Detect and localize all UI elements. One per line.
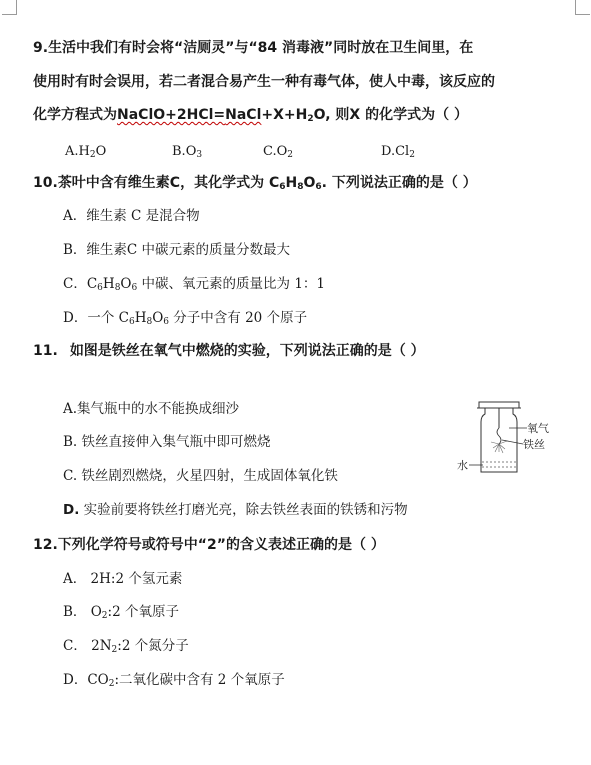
q12-option-d[interactable] [63,671,285,689]
q10-option-d[interactable] [63,309,307,327]
crop-mark-top-right [575,0,590,15]
option-sub: 2 [287,150,294,160]
option-text: C．C [63,276,98,292]
q9-line-2: 使用时有时会误用，若二者混合易产生一种有毒气体，使人中毒，该反应的 [33,74,495,90]
option-tail: O [95,144,107,159]
option-text: D．CO [63,672,109,688]
option-text: 分子中含有 20 个原子 [169,310,308,326]
q12-number: 12. [33,537,58,553]
option-text: :2 个氮分子 [117,638,189,654]
option-text: 中碳、氧元素的质量比为 1：1 [137,276,325,292]
option-text: O [120,276,132,292]
option-sub: 2 [409,150,415,160]
q12-stem [33,536,385,554]
q12-option-c[interactable] [63,637,189,655]
option-sub: 6 [128,317,135,327]
q10-sub: 6 [279,182,286,192]
option-text: H [102,276,115,292]
q9-equation-nacl: NaCl [225,107,262,123]
q11-option-d[interactable] [63,501,408,519]
q11-option-a[interactable]: A.集气瓶中的水不能换成细沙 [63,401,240,417]
option-sub: 6 [131,283,138,293]
q10-stem-c: O [303,175,316,191]
q9-option-b[interactable] [172,144,202,159]
q10-sub: 6 [315,182,322,192]
option-text: 实验前要将铁丝打磨光亮，除去铁丝表面的铁锈和污物 [79,502,408,518]
q11-number: 11. [33,343,58,359]
figure-label-wire: 铁丝 [523,438,545,451]
option-sub: 8 [114,283,121,293]
q9-line-3 [33,106,468,124]
option-sub: 3 [196,150,203,160]
option-text: O [152,310,164,326]
q9-stem-1: 生活中我们有时会将“洁厕灵”与“84 消毒液”同时放在卫生间里，在 [48,40,474,56]
q11-stem [33,342,425,360]
q10-stem-a: 茶叶中含有维生素C，其化学式为 C [57,175,280,191]
q9-line-1 [33,39,473,57]
option-text: O [276,144,288,159]
option-text: B． O [63,604,102,620]
option-label: C. [263,144,277,159]
q10-stem-d: . 下列说法正确的是（ ） [321,175,477,191]
option-sub: 8 [146,317,153,327]
q9-option-a[interactable] [65,144,106,159]
q10-stem-b: H [285,175,298,191]
figure-label-water: 水 [457,459,468,472]
q12-stem-text: 下列化学符号或符号中“2”的含义表述正确的是（ ） [57,537,385,553]
option-text: H [134,310,147,326]
q11-stem-text: 如图是铁丝在氧气中燃烧的实验，下列说法正确的是（ ） [69,343,425,359]
option-text: :二氧化碳中含有 2 个氧原子 [114,672,285,688]
q9-option-d[interactable] [381,144,415,159]
option-sub: 2 [108,679,115,689]
q10-number: 10. [33,175,58,191]
option-label: B. [172,144,186,159]
q9-equation-sub: 2 [307,114,314,124]
q10-option-c[interactable] [63,275,325,293]
option-text: O [185,144,197,159]
option-sub: 6 [97,283,103,293]
q12-option-a[interactable]: A． 2H:2 个氢元素 [63,571,183,587]
option-text: C． 2N [63,638,112,654]
option-text: H [78,144,90,159]
q9-number: 9. [33,40,49,56]
option-label: A. [65,144,79,159]
crop-mark-top-left [2,0,17,15]
iron-wire-combustion-figure [455,392,555,482]
option-sub: 6 [163,317,170,327]
q9-equation-products: +X+H [261,107,308,123]
q10-sub: 8 [297,182,304,192]
q10-stem [33,174,477,192]
q9-stem-3: 化学方程式为 [33,107,117,123]
option-sub: 2 [89,150,96,160]
option-text: Cl [395,144,410,159]
option-label: D. [381,144,396,159]
option-label: D. [63,502,80,518]
option-sub: 2 [111,645,118,655]
q9-option-c[interactable] [263,144,293,159]
q11-option-c[interactable]: C. 铁丝剧烈燃烧，火星四射，生成固体氧化铁 [63,468,338,484]
option-text: D．一个 C [63,310,129,326]
q10-option-b[interactable]: B．维生素C 中碳元素的质量分数最大 [63,242,291,258]
q10-option-a[interactable]: A．维生素 C 是混合物 [63,208,200,224]
q11-option-b[interactable]: B. 铁丝直接伸入集气瓶中即可燃烧 [63,434,271,450]
figure-label-oxygen: 氧气 [527,422,549,435]
option-sub: 2 [101,611,108,621]
q9-equation-reactants: NaClO+2HCl= [117,107,226,123]
q9-equation-tail: O, 则X 的化学式为（ ） [313,107,468,123]
option-text: :2 个氧原子 [107,604,179,620]
q12-option-b[interactable] [63,603,179,621]
